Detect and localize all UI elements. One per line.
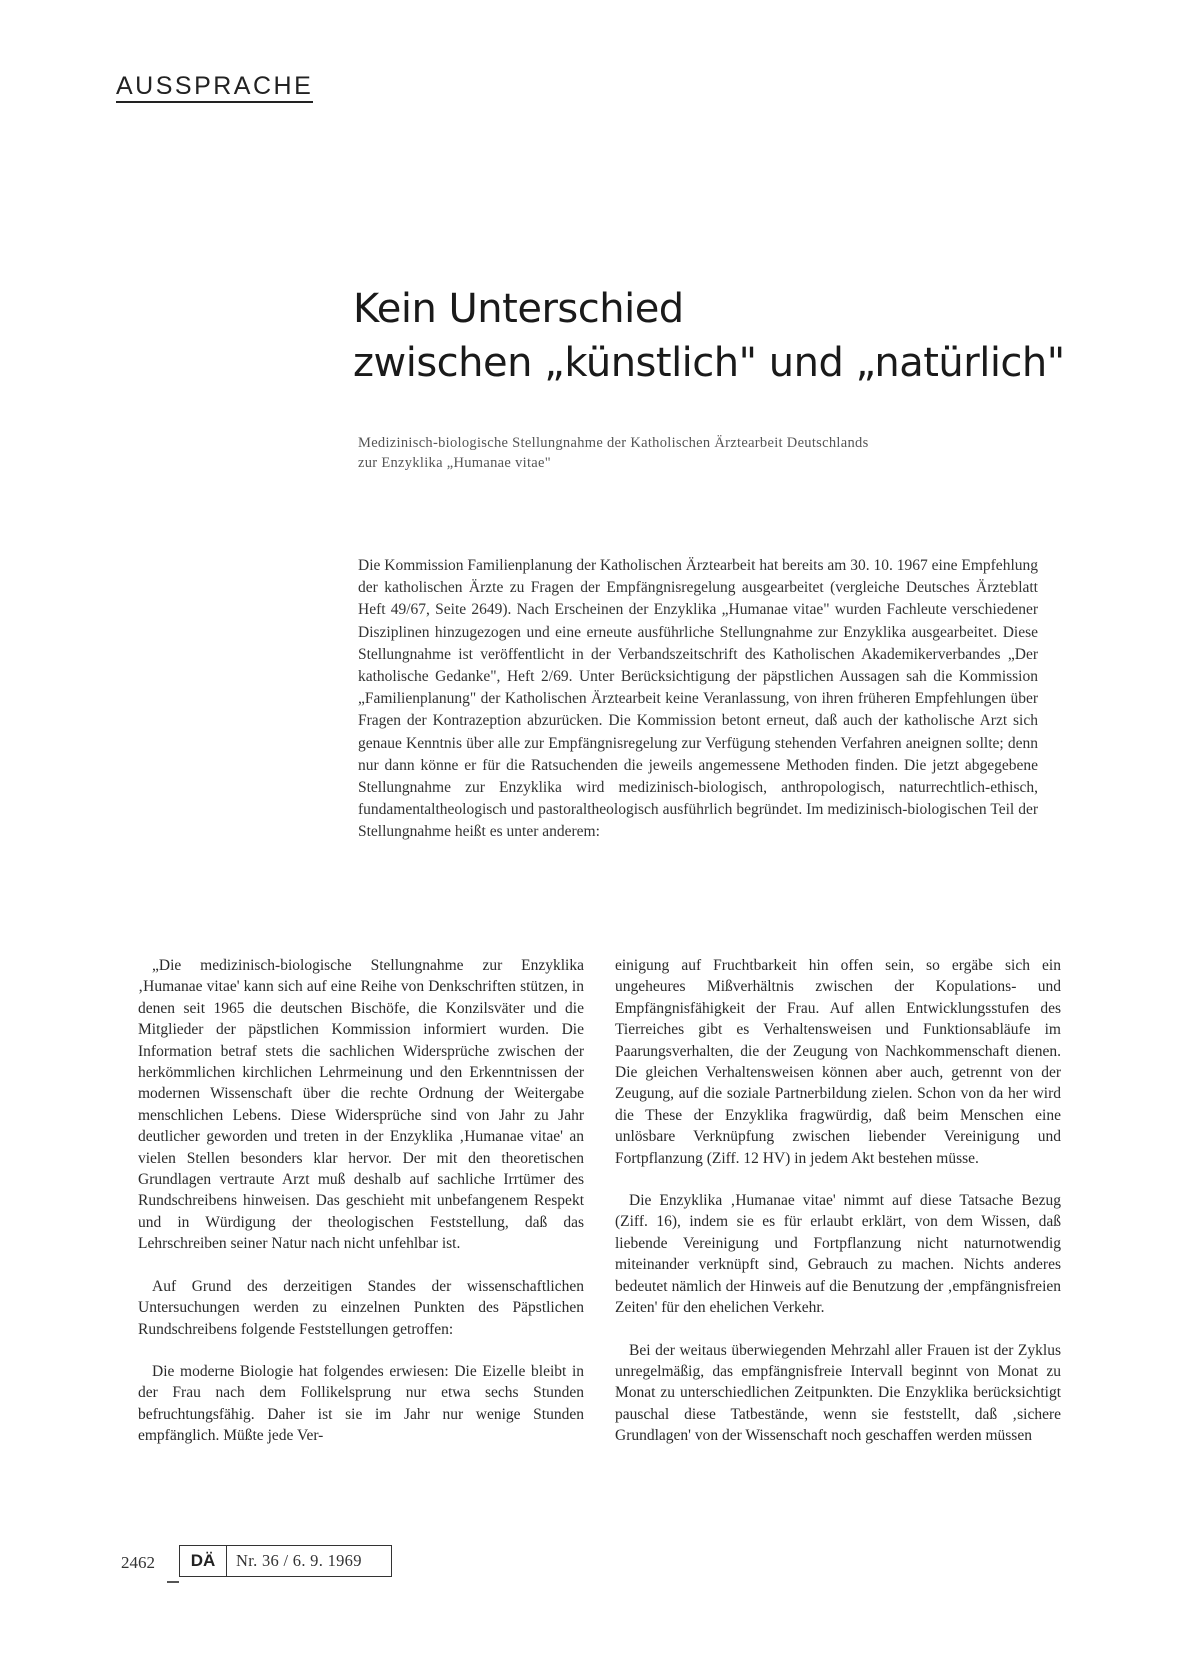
left-paragraph-2: Auf Grund des derzeitigen Standes der wissenschaftlichen Untersuchungen werden zu einzelnen Punkten des Päpstlichen Rundschreibens folgende Feststellungen getroffen: xyxy=(138,1277,584,1338)
article-subtitle xyxy=(358,433,1038,473)
page-number: 2462 xyxy=(121,1553,155,1572)
right-paragraph-3: Bei der weitaus überwiegenden Mehrzahl aller Frauen ist der Zyklus unregelmäßig, das empfängnisfreie Intervall beginnt von Monat zu Monat zu unterschiedlichen Zeitpunkten. Die Enzyklika berücksichtigt pauschal diese Tatbestände, wenn sie feststellt, daß ‚sichere Grundlagen' von der Wissenschaft noch geschaffen werden müssen xyxy=(615,1341,1061,1445)
subtitle-line-1: Medizinisch-biologische Stellungnahme der Katholischen Ärztearbeit Deutschlands xyxy=(358,435,869,451)
subtitle-line-2: zur Enzyklika „Humanae vitae" xyxy=(358,455,551,471)
right-column xyxy=(615,955,1061,1468)
left-column xyxy=(138,955,584,1468)
section-label: AUSSPRACHE xyxy=(116,72,313,103)
journal-logo: DÄ xyxy=(180,1546,227,1576)
right-paragraph-2: Die Enzyklika ‚Humanae vitae' nimmt auf diese Tatsache Bezug (Ziff. 16), indem sie es für erlaubt erklärt, von dem Wissen, daß liebende Vereinigung und Fortpflanzung nicht naturnotwendig miteinander verknüpft sind, Gebrauch zu machen. Nichts anderes bedeutet nämlich der Hinweis auf die Benutzung der ‚empfängnisfreien Zeiten' für den ehelichen Verkehr. xyxy=(615,1192,1061,1317)
issue-info: Nr. 36 / 6. 9. 1969 xyxy=(236,1551,362,1570)
left-paragraph-3: Die moderne Biologie hat folgendes erwiesen: Die Eizelle bleibt in der Frau nach dem Follikelsprung nur etwa sechs Stunden befruchtungsfähig. Daher ist sie im Jahr nur wenige Stunden empfänglich. Müßte jede Ver- xyxy=(138,1362,584,1445)
title-line-1: Kein Unterschied xyxy=(353,286,684,332)
right-paragraph-1: einigung auf Fruchtbarkeit hin offen sein, so ergäbe sich ein ungeheures Mißverhältnis zwischen der Kopulations- und Empfängnisfähigkeit der Frau. Auf allen Entwicklungsstufen des Tierreiches gibt es Verhaltensweisen und Funktionsabläufe im Paarungsverhalten, die der Zeugung von Nachkommenschaft dienen. Die gleichen Verhaltensweisen können aber auch, getrennt von der Zeugung, auf die soziale Partnerbildung zielen. Schon von da her wird die These der Enzyklika fragwürdig, daß beim Menschen eine unlösbare Verknüpfung zwischen liebender Vereinigung und Fortpflanzung (Ziff. 12 HV) in jedem Akt bestehen müsse. xyxy=(615,957,1061,1167)
left-paragraph-1: „Die medizinisch-biologische Stellungnahme zur Enzyklika ‚Humanae vitae' kann sich auf eine Reihe von Denkschriften stützen, in denen seit 1965 die deutschen Bischöfe, die Konzilsväter und die Mitglieder der päpstlichen Kommission informiert wurden. Die Information betraf stets die sachlichen Widersprüche zwischen der herkömmlichen kirchlichen Lehrmeinung und den Erkenntnissen der modernen Wissenschaft über die rechte Ordnung der Weitergabe menschlichen Lebens. Diese Widersprüche sind von Jahr zu Jahr deutlicher geworden und treten in der Enzyklika ‚Humanae vitae' an vielen Stellen besonders klar hervor. Der mit den theoretischen Grundlagen vertraute Arzt muß deshalb auf sachliche Irrtümer des Rundschreibens hinweisen. Das geschieht mit unbefangenem Respekt und in Würdigung der theologischen Feststellung, daß das Lehrschreiben seiner Natur nach nicht unfehlbar ist. xyxy=(138,957,584,1253)
title-line-2: zwischen „künstlich" und „natürlich" xyxy=(353,340,1065,386)
journal-masthead xyxy=(179,1545,392,1577)
footer-rule xyxy=(167,1581,179,1583)
intro-paragraph: Die Kommission Familienplanung der Katholischen Ärztearbeit hat bereits am 30. 10. 1967 eine Empfehlung der katholischen Ärzte zu Fragen der Empfängnisregelung ausgearbeitet (vergleiche Deutsches Ärzteblatt Heft 49/67, Seite 2649). Nach Erscheinen der Enzyklika „Humanae vitae" wurden Fachleute verschiedener Disziplinen hinzugezogen und eine erneute ausführliche Stellungnahme zur Enzyklika ausgearbeitet. Diese Stellungnahme ist veröffentlicht in der Verbandszeitschrift des Katholischen Akademikerverbandes „Der katholische Gedanke", Heft 2/69. Unter Berücksichtigung der päpstlichen Aussagen sah die Kommission „Familienplanung" der Katholischen Ärztearbeit keine Veranlassung, von ihren früheren Empfehlungen über Fragen der Kontrazeption abzurücken. Die Kommission betont erneut, daß auch der katholische Arzt sich genaue Kenntnis über alle zur Empfängnisregelung zur Verfügung stehenden Verfahren aneignen sollte; denn nur dann könne er für die Ratsuchenden die jeweils angemessene Methoden finden. Die jetzt abgegebene Stellungnahme zur Enzyklika wird medizinisch-biologisch, anthropologisch, naturrechtlich-ethisch, fundamentaltheologisch und pastoraltheologisch ausführlich begründet. Im medizinisch-biologischen Teil der Stellungnahme heißt es unter anderem: xyxy=(358,557,1038,841)
article-title xyxy=(353,282,1065,390)
